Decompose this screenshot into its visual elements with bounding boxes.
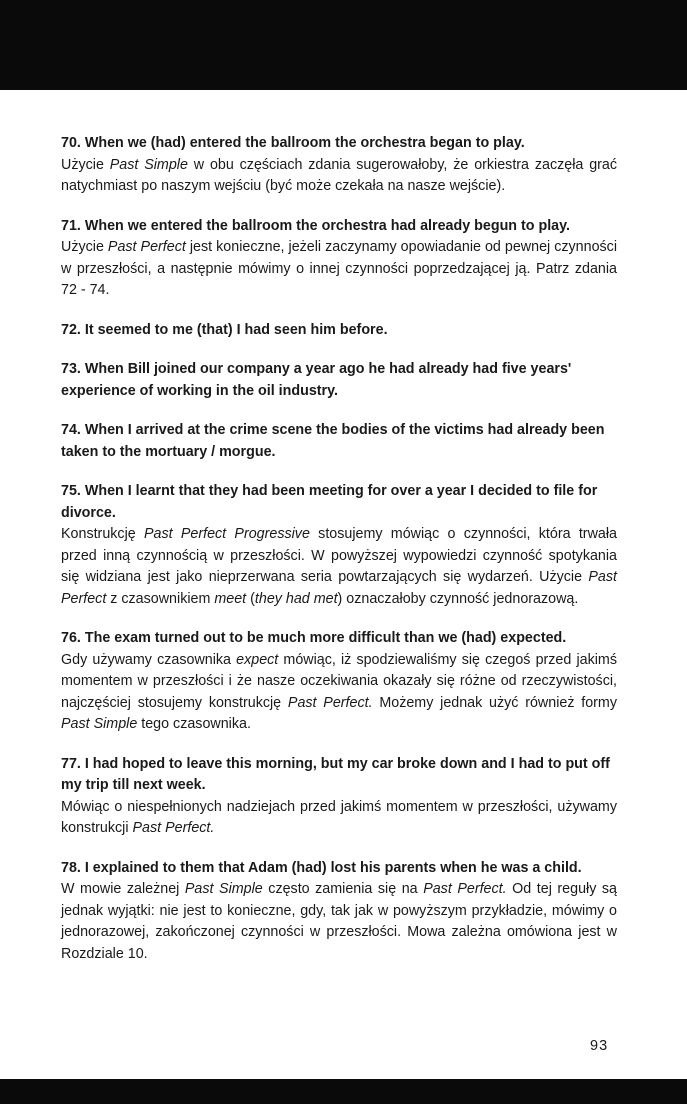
- entry-76: [61, 628, 617, 736]
- entry-sentence: 71. When we entered the ballroom the orchestra had already begun to play.: [61, 217, 570, 234]
- page-content: [61, 133, 617, 983]
- entry-sentence: 77. I had hoped to leave this morning, but my car broke down and I had to put off my trip till next week.: [61, 755, 610, 793]
- italic-term: they had met: [254, 590, 338, 607]
- entry-sentence: 75. When I learnt that they had been meeting for over a year I decided to file for divorce.: [61, 483, 598, 521]
- entry-sentence: 78. I explained to them that Adam (had) lost his parents when he was a child.: [61, 859, 582, 876]
- entry-explanation: W mowie zależnej Past Simple często zamienia się na Past Perfect. Od tej reguły są jednak wyjątki: nie jest to konieczne, gdy, tak jak w powyższym przykładzie, mówimy o jednorazowej, zakończonej czynności w przeszłości. Mowa zależna omówiona jest w Rozdziale 10.: [61, 881, 617, 962]
- entry-sentence: 74. When I arrived at the crime scene the bodies of the victims had already been taken to the mortuary / morgue.: [61, 422, 605, 460]
- entry-70: [61, 133, 617, 198]
- entry-73: [61, 359, 617, 402]
- entry-sentence: 72. It seemed to me (that) I had seen him before.: [61, 321, 388, 338]
- italic-term: Past Perfect: [61, 569, 617, 607]
- italic-term: Past Perfect: [107, 239, 186, 255]
- entry-sentence: 76. The exam turned out to be much more difficult than we (had) expected.: [61, 630, 567, 646]
- italic-term: meet: [214, 590, 247, 607]
- entry-71: [61, 216, 617, 302]
- italic-term: Past Perfect.: [287, 694, 373, 711]
- italic-term: Past Simple: [109, 156, 188, 173]
- entry-explanation: Użycie Past Simple w obu częściach zdania sugerowałoby, że orkiestra zaczęła grać natychmiast po naszym wejściu (być może czekała na nasze wejście).: [61, 156, 618, 194]
- entry-sentence: 73. When Bill joined our company a year ago he had already had five years' experience of working in the oil industry.: [61, 361, 572, 399]
- entry-78: [61, 858, 617, 966]
- entry-sentence: 70. When we (had) entered the ballroom the orchestra began to play.: [61, 135, 525, 151]
- italic-term: Past Perfect Progressive: [143, 526, 310, 542]
- entry-77: [61, 754, 617, 840]
- top-scan-border: [0, 0, 687, 90]
- page-number: 93: [590, 1038, 609, 1054]
- italic-term: Past Simple: [184, 881, 263, 897]
- italic-term: Past Simple: [61, 716, 138, 732]
- entry-75: [61, 481, 617, 610]
- entry-74: [61, 420, 617, 463]
- entry-explanation: Gdy używamy czasownika expect mówiąc, iż spodziewaliśmy się czegoś przed jakimś momentem w przeszłości i że nasze oczekiwania okazały się różne od rzeczywistości, najczęściej stosujemy konstrukcję Past Perfect. Możemy jednak użyć również formy Past Simple tego czasownika.: [61, 651, 617, 732]
- italic-term: Past Perfect.: [423, 881, 507, 897]
- bottom-scan-border: [0, 1079, 687, 1104]
- entry-72: [61, 320, 617, 342]
- entry-explanation: Konstrukcję Past Perfect Progressive stosujemy mówiąc o czynności, która trwała przed inną czynnością w przeszłości. W powyższej wypowiedzi czynność spotykania się widziana jest jako nieprzerwana seria powtarzających się wydarzeń. Użycie Past Perfect z czasownikiem meet (they had met) oznaczałoby czynność jednorazową.: [61, 526, 617, 607]
- italic-term: expect: [236, 651, 279, 668]
- italic-term: Past Perfect.: [132, 820, 215, 836]
- entry-explanation: Mówiąc o niespełnionych nadziejach przed jakimś momentem w przeszłości, używamy konstrukcji Past Perfect.: [61, 798, 617, 836]
- entry-explanation: Użycie Past Perfect jest konieczne, jeżeli zaczynamy opowiadanie od pewnej czynności w przeszłości, a następnie mówimy o innej czynności poprzedzającej ją. Patrz zdania 72 - 74.: [61, 239, 618, 298]
